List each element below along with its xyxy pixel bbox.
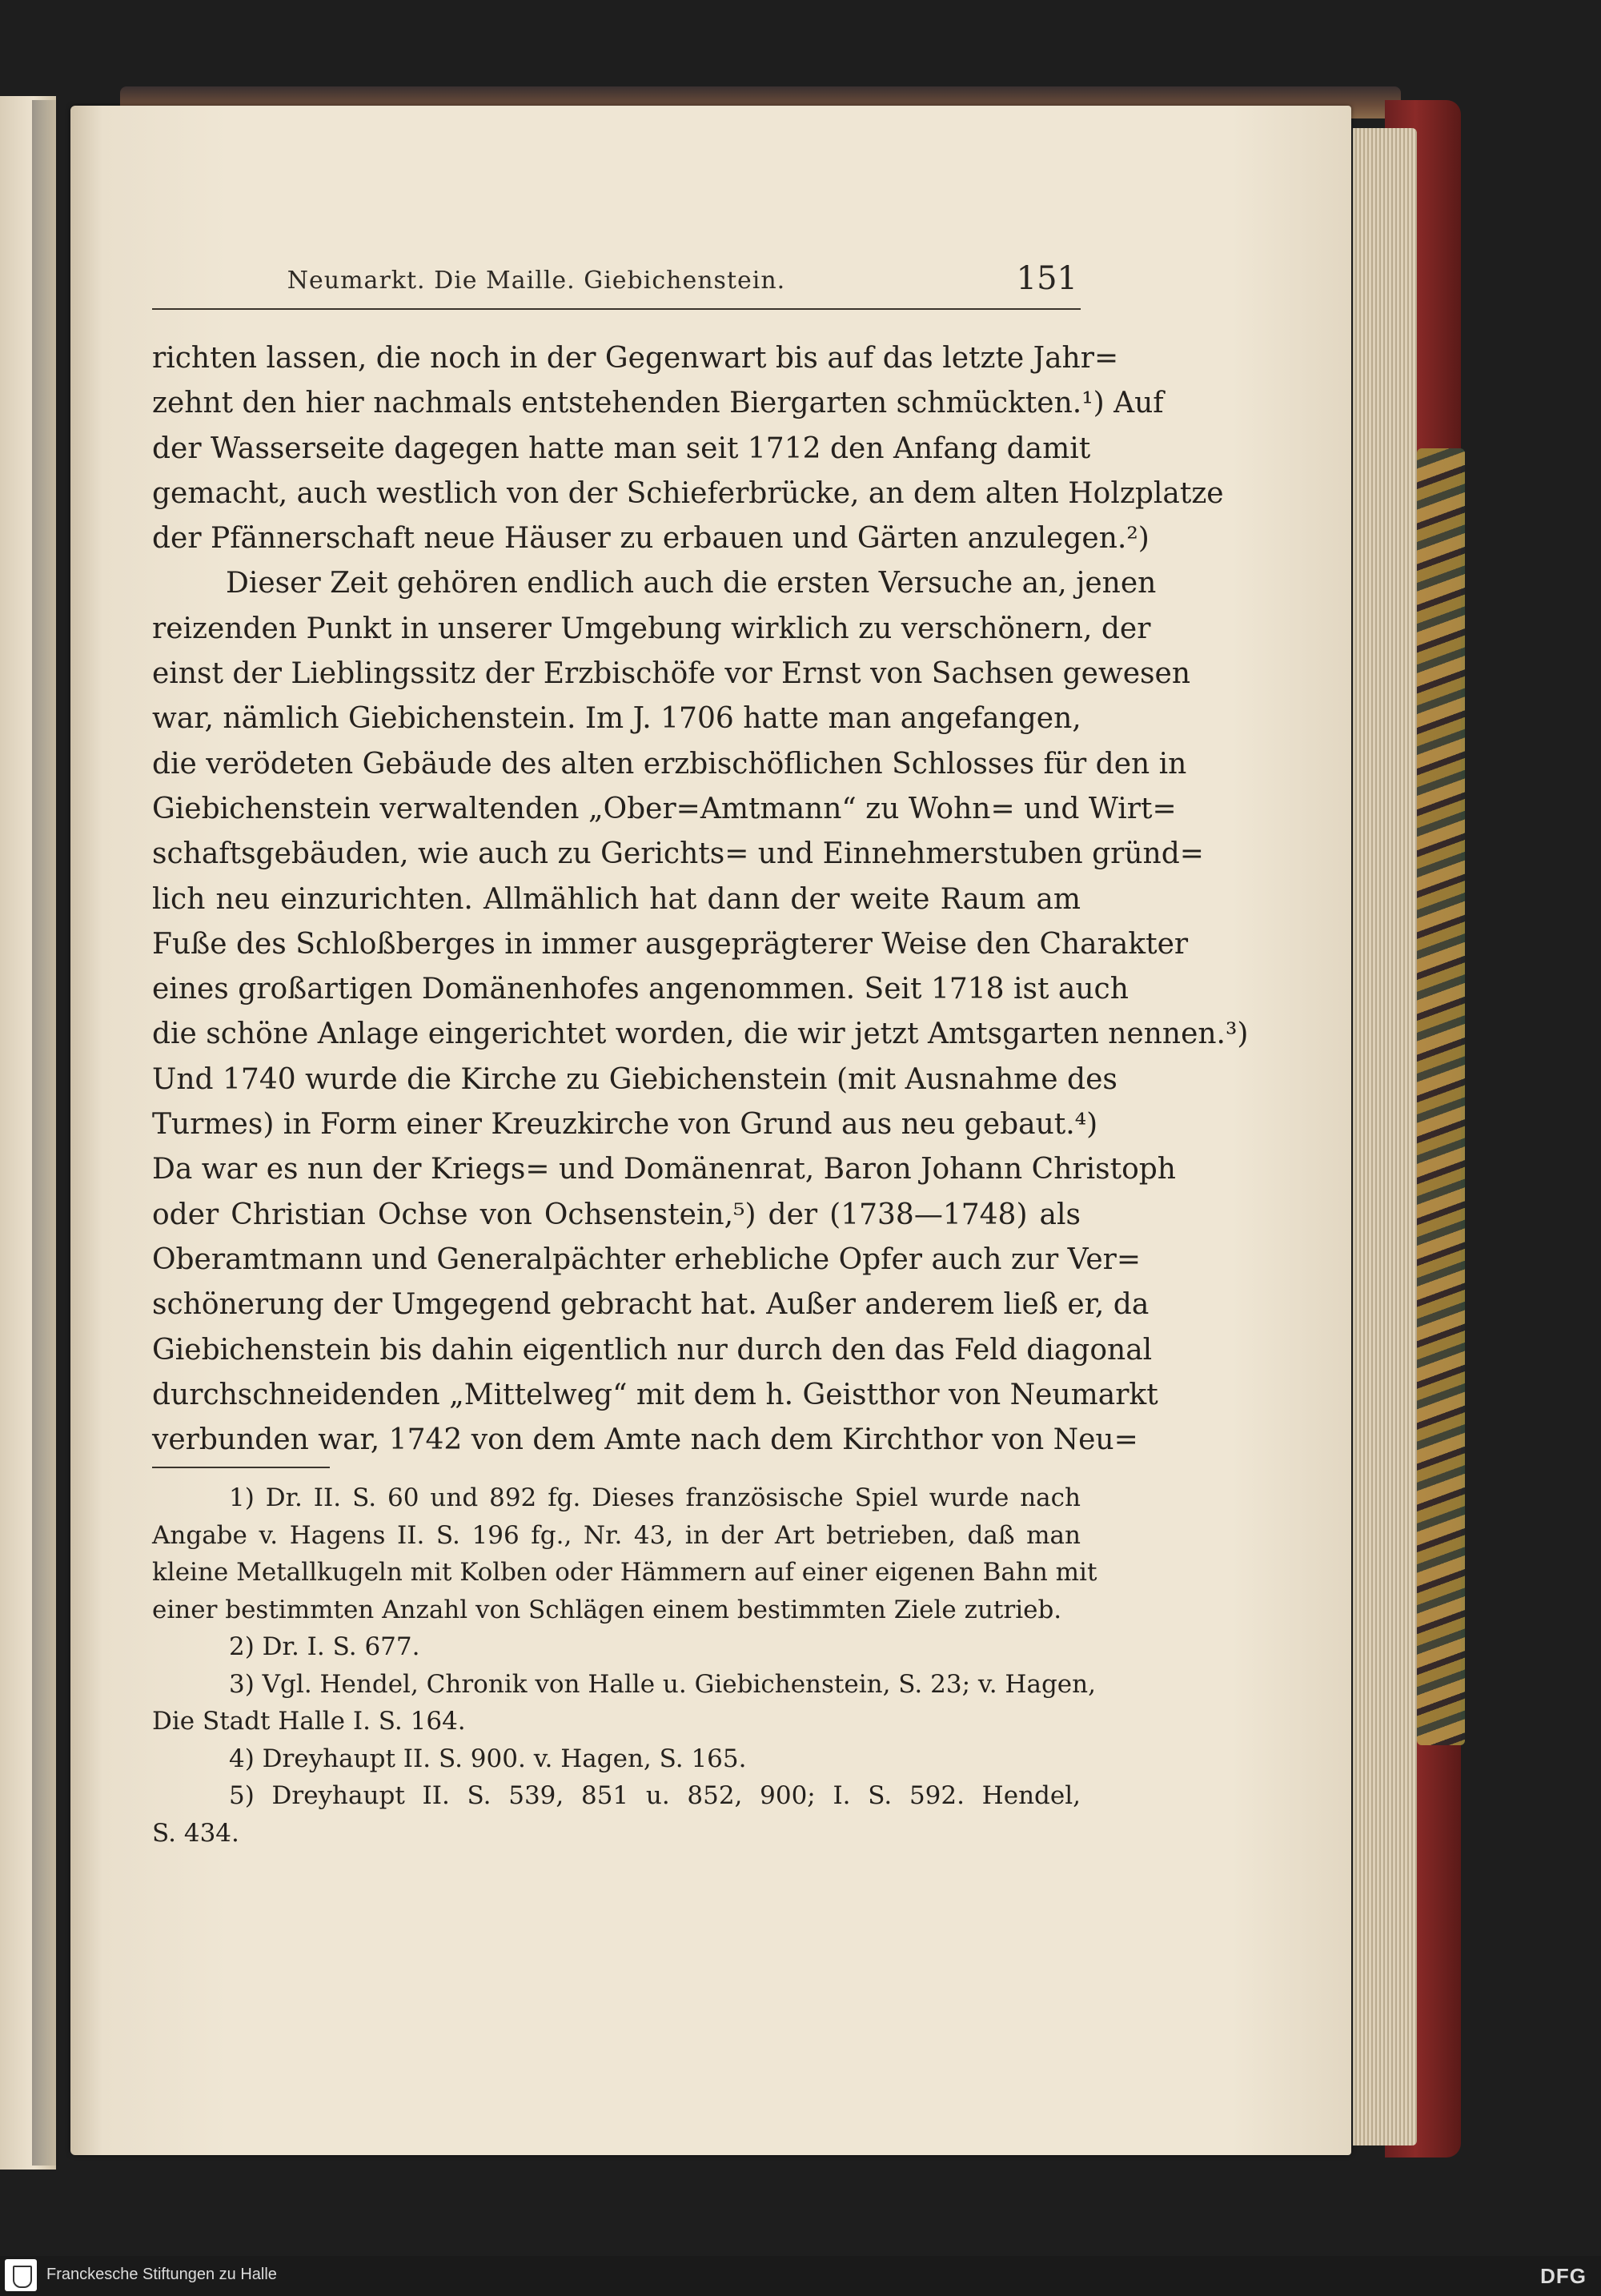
text-line: eines großartigen Domänenhofes angenommen. Seit 1718 ist auch [152,973,1129,1006]
text-line: Fuße des Schloßberges in immer ausgeprägterer Weise den Charakter [152,927,1189,961]
text-line: reizenden Punkt in unserer Umgebung wirklich zu verschönern, der [152,612,1151,645]
footnote-rule [152,1467,330,1468]
footnotes [152,1479,1097,1852]
institution-name: Franckesche Stiftungen zu Halle [46,2266,277,2283]
institution-logo-icon [5,2259,37,2291]
page-edges [1353,128,1417,2145]
text-line: Oberamtmann und Generalpächter erhebliche Opfer auch zur Ver= [152,1242,1142,1276]
text-line: schaftsgebäuden, wie auch zu Gerichts= und Einnehmerstuben gründ= [152,837,1204,871]
text-line: Giebichenstein verwaltenden „Ober=Amtmann“ zu Wohn= und Wirt= [152,792,1177,825]
running-head [152,260,1081,310]
gutter-shadow [32,100,61,2166]
text-line: oder Christian Ochse von Ochsenstein,⁵) der (1738—1748) als [152,1198,1081,1231]
text-line: verbunden war, 1742 von dem Amte nach dem Kirchthor von Neu= [152,1423,1138,1457]
text-line: Turmes) in Form einer Kreuzkirche von Grund aus neu gebaut.⁴) [152,1108,1098,1142]
text-line: der Pfännerschaft neue Häuser zu erbauen und Gärten anzulegen.²) [152,522,1150,556]
text-line: Giebichenstein bis dahin eigentlich nur durch den das Feld diagonal [152,1333,1153,1367]
body-text [152,336,1249,1463]
footnote-line: 4) Dreyhaupt II. S. 900. v. Hagen, S. 165. [229,1744,747,1773]
text-line: gemacht, auch westlich von der Schieferbrücke, an dem alten Holzplatze [152,476,1224,510]
footnote-line: S. 434. [152,1818,239,1848]
marbled-board [1417,448,1465,1745]
text-line: war, nämlich Giebichenstein. Im J. 1706 hatte man angefangen, [152,702,1081,736]
text-line: durchschneidenden „Mittelweg“ mit dem h. Geistthor von Neumarkt [152,1378,1158,1411]
footnote-line: kleine Metallkugeln mit Kolben oder Hämmern auf einer eigenen Bahn mit [152,1558,1097,1587]
text-line: der Wasserseite dagegen hatte man seit 1712 den Anfang damit [152,432,1091,465]
text-line: lich neu einzurichten. Allmählich hat dann der weite Raum am [152,882,1081,916]
dfg-logo: DFG [1540,2264,1587,2288]
page-number: 151 [1016,260,1077,297]
footnote-line: 5) Dreyhaupt II. S. 539, 851 u. 852, 900; I. S. 592. Hendel, [229,1781,1081,1810]
footnote-line: 3) Vgl. Hendel, Chronik von Halle u. Giebichenstein, S. 23; v. Hagen, [229,1669,1096,1699]
footnote-line: Angabe v. Hagens II. S. 196 fg., Nr. 43, in der Art betrieben, daß man [152,1520,1081,1550]
running-title: Neumarkt. Die Maille. Giebichenstein. [287,267,786,295]
text-line: Und 1740 wurde die Kirche zu Giebichenstein (mit Ausnahme des [152,1062,1117,1096]
text-line: richten lassen, die noch in der Gegenwart bis auf das letzte Jahr= [152,342,1119,375]
footnote-line: Die Stadt Halle I. S. 164. [152,1707,466,1736]
viewer-footer-bar [0,2256,1601,2296]
text-line: schönerung der Umgegend gebracht hat. Außer anderem ließ er, da [152,1288,1150,1322]
footnote-line: 2) Dr. I. S. 677. [229,1632,420,1661]
text-line: Dieser Zeit gehören endlich auch die ersten Versuche an, jenen [226,567,1157,600]
text-line: zehnt den hier nachmals entstehenden Biergarten schmückten.¹) Auf [152,387,1164,420]
footnote-line: 1) Dr. II. S. 60 und 892 fg. Dieses französische Spiel wurde nach [229,1483,1081,1512]
text-line: die schöne Anlage eingerichtet worden, die wir jetzt Amtsgarten nennen.³) [152,1018,1249,1051]
text-line: einst der Lieblingssitz der Erzbischöfe vor Ernst von Sachsen gewesen [152,657,1191,691]
text-line: die verödeten Gebäude des alten erzbischöflichen Schlosses für den in [152,747,1187,781]
text-line: Da war es nun der Kriegs= und Domänenrat, Baron Johann Christoph [152,1153,1176,1186]
footnote-line: einer bestimmten Anzahl von Schlägen einem bestimmten Ziele zutrieb. [152,1595,1062,1624]
